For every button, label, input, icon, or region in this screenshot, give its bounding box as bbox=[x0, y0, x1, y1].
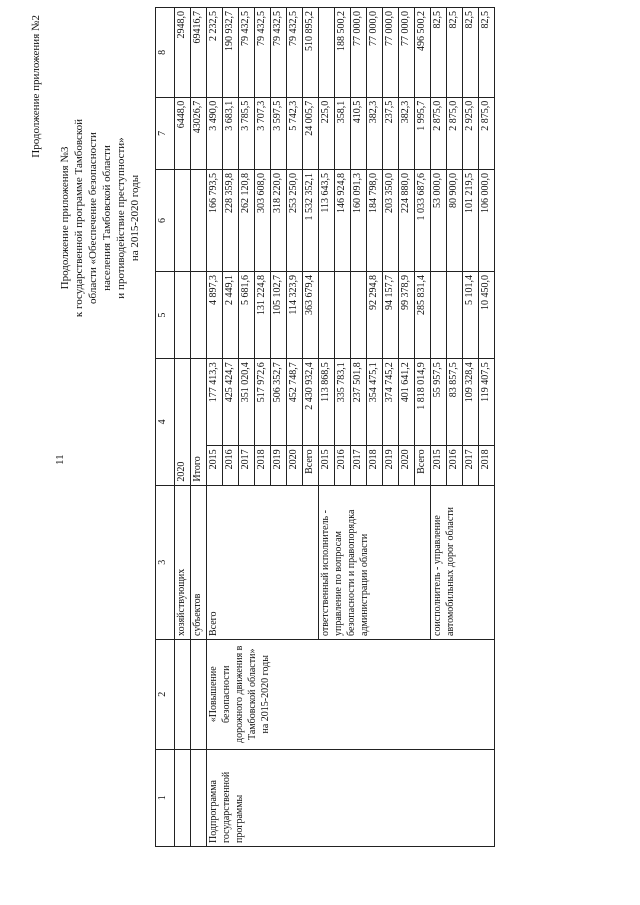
value-col6: 101 219,5 bbox=[463, 169, 479, 271]
table-row bbox=[207, 8, 223, 847]
value-col7: 382,3 bbox=[399, 97, 415, 169]
value-col7: 2 925,0 bbox=[463, 97, 479, 169]
source-label: субъектов bbox=[191, 485, 207, 639]
year-cell: 2020 bbox=[287, 446, 303, 485]
column-number: 2 bbox=[156, 639, 175, 749]
cell-col1 bbox=[175, 749, 191, 846]
value-col7: 382,3 bbox=[367, 97, 383, 169]
value-col4: 55 957,5 bbox=[431, 359, 447, 446]
value-col8: 510 895,2 bbox=[303, 8, 319, 98]
value-col5: 94 157,7 bbox=[383, 272, 399, 359]
value-col8: 82,5 bbox=[447, 8, 463, 98]
value-col5: 92 294,8 bbox=[367, 272, 383, 359]
value-col4: 83 857,5 bbox=[447, 359, 463, 446]
year-cell: 2019 bbox=[383, 446, 399, 485]
value-col8: 190 932,7 bbox=[223, 8, 239, 98]
page-number: 11 bbox=[54, 454, 66, 465]
value-col6: 184 798,0 bbox=[367, 169, 383, 271]
value-col5: 363 679,4 bbox=[303, 272, 319, 359]
value-col7: 2 875,0 bbox=[479, 97, 495, 169]
value-col4: 374 745,2 bbox=[383, 359, 399, 446]
value-col6: 146 924,8 bbox=[335, 169, 351, 271]
year-cell: 2020 bbox=[399, 446, 415, 485]
value-col7: 2 875,0 bbox=[447, 97, 463, 169]
value-col7: 3 785,5 bbox=[239, 97, 255, 169]
value-col7: 225,0 bbox=[319, 97, 335, 169]
value-col5: 105 102,7 bbox=[271, 272, 287, 359]
header-line: к государственной программе Тамбовской bbox=[73, 118, 85, 318]
source-label: соисполнитель - управление автомобильных дорог области bbox=[431, 485, 495, 639]
value-col8: 77 000,0 bbox=[383, 8, 399, 98]
cell-col1 bbox=[191, 749, 207, 846]
appendix-title: Продолжение приложения №2 bbox=[30, 15, 42, 158]
value-col6 bbox=[191, 169, 207, 271]
value-col7: 1 995,7 bbox=[415, 97, 431, 169]
year-cell: 2017 bbox=[351, 446, 367, 485]
header-line: на 2015-2020 годы bbox=[129, 174, 141, 262]
value-col7: 237,5 bbox=[383, 97, 399, 169]
value-col6: 166 793,5 bbox=[207, 169, 223, 271]
value-col8: 79 432,5 bbox=[239, 8, 255, 98]
value-col8: 188 500,2 bbox=[335, 8, 351, 98]
year-cell: 2015 bbox=[207, 446, 223, 485]
source-label: хозяйствующих bbox=[175, 485, 191, 639]
year-cell: 2018 bbox=[479, 446, 495, 485]
value-col5 bbox=[319, 272, 335, 359]
value-col8: 82,5 bbox=[431, 8, 447, 98]
value-col7: 6448,0 bbox=[175, 97, 191, 169]
column-number: 4 bbox=[156, 359, 175, 485]
year-cell: 2017 bbox=[463, 446, 479, 485]
value-col6: 160 091,3 bbox=[351, 169, 367, 271]
value-col8: 69416,7 bbox=[191, 8, 207, 98]
value-col5 bbox=[351, 272, 367, 359]
column-number: 6 bbox=[156, 169, 175, 271]
source-label: ответственный исполнитель - управление по вопросам безопасности и правопорядка администрации области bbox=[319, 485, 431, 639]
value-col6: 203 350,0 bbox=[383, 169, 399, 271]
value-col5 bbox=[175, 272, 191, 359]
value-col8 bbox=[319, 8, 335, 98]
value-col8: 77 000,0 bbox=[367, 8, 383, 98]
column-number: 8 bbox=[156, 8, 175, 98]
value-col5: 99 378,9 bbox=[399, 272, 415, 359]
value-col5 bbox=[431, 272, 447, 359]
value-col4: 506 352,7 bbox=[271, 359, 287, 446]
funding-table bbox=[155, 7, 495, 847]
column-number-row bbox=[156, 8, 175, 847]
value-col8: 79 432,5 bbox=[287, 8, 303, 98]
value-col6: 224 880,0 bbox=[399, 169, 415, 271]
value-col7: 3 597,5 bbox=[271, 97, 287, 169]
value-col8: 2948,0 bbox=[175, 8, 191, 98]
value-col5: 4 897,3 bbox=[207, 272, 223, 359]
value-col5 bbox=[191, 272, 207, 359]
value-col6: 262 120,8 bbox=[239, 169, 255, 271]
year-cell: Всего bbox=[303, 446, 319, 485]
year-cell: 2015 bbox=[431, 446, 447, 485]
column-number: 7 bbox=[156, 97, 175, 169]
value-col4: 354 475,1 bbox=[367, 359, 383, 446]
value-col4: 335 783,1 bbox=[335, 359, 351, 446]
value-col6 bbox=[175, 169, 191, 271]
value-col4: 401 641,2 bbox=[399, 359, 415, 446]
value-col8: 79 432,5 bbox=[271, 8, 287, 98]
value-col4: 119 407,5 bbox=[479, 359, 495, 446]
value-col4: 351 020,4 bbox=[239, 359, 255, 446]
value-col8: 77 000,0 bbox=[351, 8, 367, 98]
value-col4: 2 430 932,4 bbox=[303, 359, 319, 446]
year-cell: 2019 bbox=[271, 446, 287, 485]
value-col7: 24 005,7 bbox=[303, 97, 319, 169]
header-line: населения Тамбовской области bbox=[101, 145, 113, 291]
value-col8: 2 232,5 bbox=[207, 8, 223, 98]
column-number: 1 bbox=[156, 749, 175, 846]
year-cell: 2016 bbox=[447, 446, 463, 485]
cell-col2 bbox=[191, 639, 207, 749]
program-type-cell: Подпрограмма государственной программы bbox=[207, 749, 495, 846]
value-col6: 53 000,0 bbox=[431, 169, 447, 271]
value-col4: 517 972,6 bbox=[255, 359, 271, 446]
value-col4: 1 818 014,9 bbox=[415, 359, 431, 446]
value-col8: 496 500,2 bbox=[415, 8, 431, 98]
value-col5 bbox=[447, 272, 463, 359]
value-col7: 410,5 bbox=[351, 97, 367, 169]
year-cell: 2015 bbox=[319, 446, 335, 485]
value-col6: 303 608,0 bbox=[255, 169, 271, 271]
value-col4: 113 868,5 bbox=[319, 359, 335, 446]
column-number: 5 bbox=[156, 272, 175, 359]
value-col4: 177 413,3 bbox=[207, 359, 223, 446]
value-col6: 80 900,0 bbox=[447, 169, 463, 271]
value-col6: 1 532 352,1 bbox=[303, 169, 319, 271]
value-col5: 114 323,9 bbox=[287, 272, 303, 359]
value-col8: 82,5 bbox=[479, 8, 495, 98]
value-col8: 77 000,0 bbox=[399, 8, 415, 98]
value-col6: 1 033 687,6 bbox=[415, 169, 431, 271]
table-row bbox=[191, 8, 207, 847]
value-col6: 253 250,0 bbox=[287, 169, 303, 271]
value-col5: 10 450,0 bbox=[479, 272, 495, 359]
program-name-cell: «Повышение безопасности дорожного движения в Тамбовской области» на 2015-2020 годы bbox=[207, 639, 495, 749]
value-col7: 2 875,0 bbox=[431, 97, 447, 169]
value-col5: 2 449,1 bbox=[223, 272, 239, 359]
value-col7: 3 707,3 bbox=[255, 97, 271, 169]
value-col4: 237 501,8 bbox=[351, 359, 367, 446]
document-header bbox=[58, 58, 142, 378]
cell-col2 bbox=[175, 639, 191, 749]
table-row bbox=[175, 8, 191, 847]
value-col5 bbox=[335, 272, 351, 359]
header-line: и противодействие преступности» bbox=[115, 137, 127, 299]
value-col6: 106 000,0 bbox=[479, 169, 495, 271]
value-col6: 113 643,5 bbox=[319, 169, 335, 271]
value-col5: 131 224,8 bbox=[255, 272, 271, 359]
value-col5: 5 101,4 bbox=[463, 272, 479, 359]
value-col5: 5 681,6 bbox=[239, 272, 255, 359]
column-number: 3 bbox=[156, 485, 175, 639]
year-cell: 2018 bbox=[367, 446, 383, 485]
value-col7: 358,1 bbox=[335, 97, 351, 169]
value-col6: 318 220,0 bbox=[271, 169, 287, 271]
year-cell: Всего bbox=[415, 446, 431, 485]
value-col8: 79 432,5 bbox=[255, 8, 271, 98]
source-label: Всего bbox=[207, 485, 319, 639]
value-col4: 109 328,4 bbox=[463, 359, 479, 446]
value-col4: 452 748,7 bbox=[287, 359, 303, 446]
header-line: Продолжение приложения №3 bbox=[59, 146, 71, 290]
year-cell: Итого bbox=[191, 359, 207, 485]
value-col7: 5 742,3 bbox=[287, 97, 303, 169]
value-col7: 43026,7 bbox=[191, 97, 207, 169]
value-col7: 3 683,1 bbox=[223, 97, 239, 169]
value-col5: 285 831,4 bbox=[415, 272, 431, 359]
header-line: области «Обеспечение безопасности bbox=[87, 132, 99, 304]
value-col8: 82,5 bbox=[463, 8, 479, 98]
value-col7: 3 490,0 bbox=[207, 97, 223, 169]
year-cell: 2016 bbox=[223, 446, 239, 485]
year-cell: 2018 bbox=[255, 446, 271, 485]
value-col6: 228 359,8 bbox=[223, 169, 239, 271]
value-col4: 425 424,7 bbox=[223, 359, 239, 446]
year-cell: 2017 bbox=[239, 446, 255, 485]
year-cell: 2020 bbox=[175, 359, 191, 485]
year-cell: 2016 bbox=[335, 446, 351, 485]
